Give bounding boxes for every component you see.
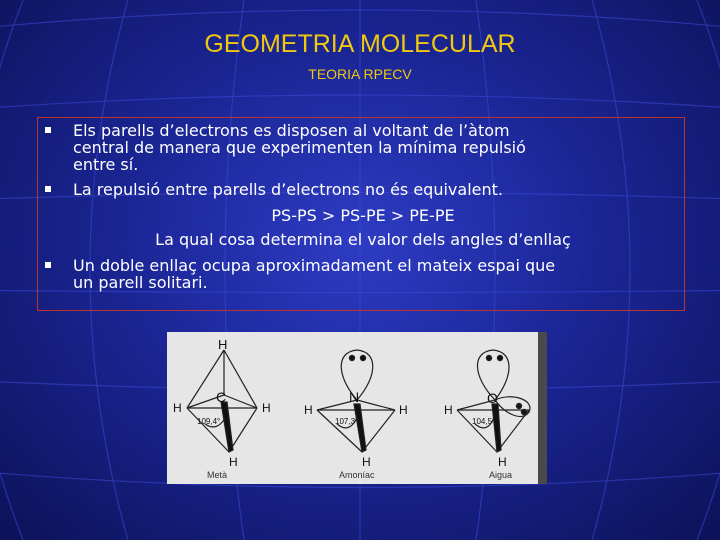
methane-top-h: H [218, 337, 228, 352]
water-bottom-h: H [498, 455, 507, 469]
methane-central-atom: C [216, 389, 227, 405]
angle-note: La qual cosa determina el valor dels angles d’enllaç [155, 230, 571, 249]
ammonia-angle: 107,3° [335, 417, 359, 426]
bullet-3-line-2: un parell solitari. [73, 273, 208, 292]
methane-bottom-h: H [229, 455, 238, 469]
methane-right-h: H [262, 401, 271, 415]
ammonia-right-h: H [399, 403, 408, 417]
ammonia-label: Amoníac [339, 470, 375, 480]
water-angle: 104,5° [472, 417, 496, 426]
molecular-geometry-figure [167, 332, 547, 484]
methane-label: Metà [207, 470, 228, 480]
bullet-1-line-2: central de manera que experimenten la mínima repulsió [73, 138, 526, 157]
bullet-3-line-1: Un doble enllaç ocupa aproximadament el mateix espai que [73, 256, 556, 275]
water-central-atom: O [487, 390, 498, 406]
repulsion-order: PS-PS > PS-PE > PE-PE [271, 206, 455, 225]
methane-angle: 109,4° [197, 417, 221, 426]
bullet-1-line-3: entre sí. [73, 155, 139, 174]
bullet-marker [45, 186, 51, 192]
water-label: Aigua [489, 470, 513, 480]
ammonia-left-h: H [304, 403, 313, 417]
methane-left-h: H [173, 401, 182, 415]
bullet-marker [45, 127, 51, 133]
ammonia-central-atom: N [349, 389, 360, 405]
slide-title: GEOMETRIA MOLECULAR [204, 30, 516, 58]
slide-subtitle: TEORIA RPECV [308, 66, 412, 82]
ammonia-bottom-h: H [362, 455, 371, 469]
bullet-2-line-1: La repulsió entre parells d’electrons no és equivalent. [73, 180, 503, 199]
bullet-1-line-1: Els parells d’electrons es disposen al voltant de l’àtom [73, 121, 510, 140]
bullet-marker [45, 262, 51, 268]
water-left-h: H [444, 403, 453, 417]
